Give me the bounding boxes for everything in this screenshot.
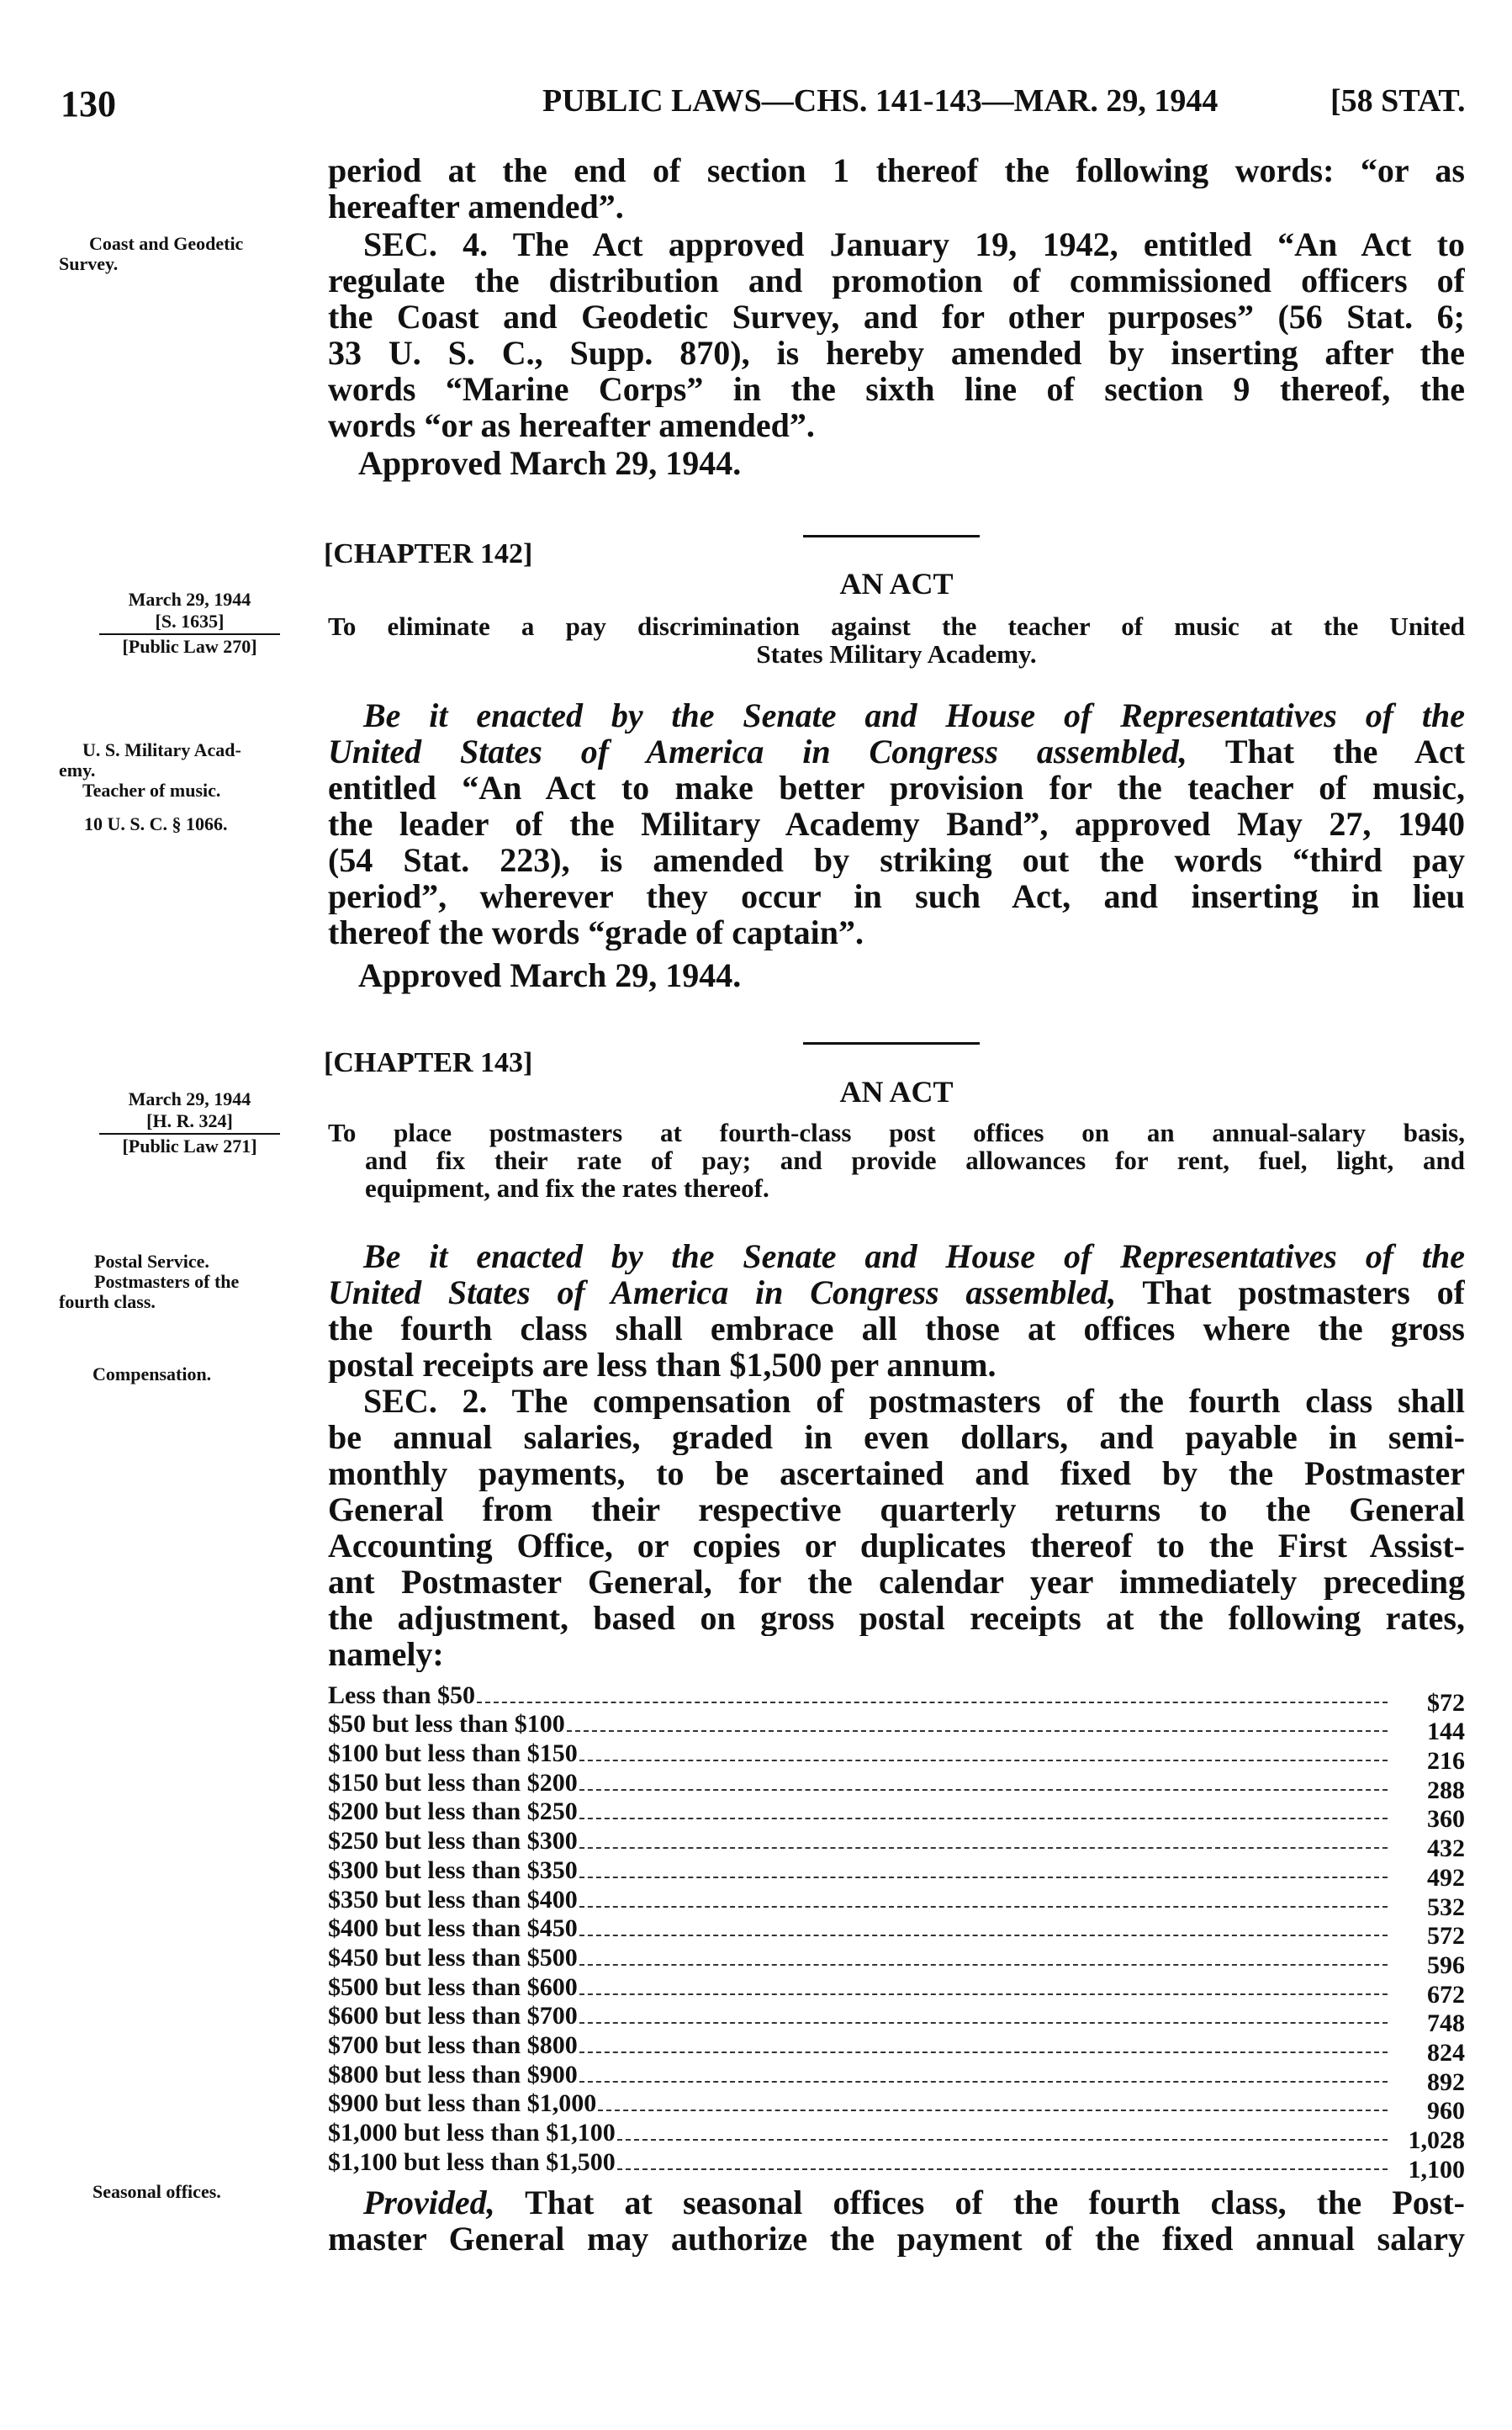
table-row xyxy=(328,1885,1465,1921)
receipts-range: $100 but less than $150 xyxy=(328,1739,578,1768)
paragraph-ch142-body xyxy=(328,697,1465,950)
text: General from their respective quarterly returns to the General xyxy=(328,1491,1465,1527)
receipts-range: $50 but less than $100 xyxy=(328,1710,565,1739)
divider-rule xyxy=(803,535,980,537)
side-date: March 29, 1944 xyxy=(128,1088,251,1109)
chapter-142-heading: [CHAPTER 142] xyxy=(324,538,533,569)
margin-note-line: Postal Service. xyxy=(94,1251,209,1272)
text-line xyxy=(328,697,1465,733)
table-row xyxy=(328,2030,1465,2067)
an-act-text: AN ACT xyxy=(839,1075,954,1109)
text-line xyxy=(328,226,1465,262)
margin-note-line: U. S. Military Acad- xyxy=(82,739,241,760)
dot-leader xyxy=(579,1789,1388,1791)
side-rule xyxy=(99,633,280,635)
italic-text: United States of America in Congress assembled, xyxy=(328,733,1187,770)
text-line xyxy=(328,188,1465,225)
annual-salary: 824 xyxy=(1427,2038,1465,2067)
title-line: and fix their rate of pay; and provide allowances for rent, fuel, light, and xyxy=(365,1146,1465,1175)
act-title-143 xyxy=(328,1119,1465,1202)
text-line xyxy=(328,1310,1465,1347)
text: period”, wherever they occur in such Act, and inserting in lieu xyxy=(328,878,1465,914)
italic-text: Be it enacted by the Senate and House of Representatives of the xyxy=(363,1238,1465,1274)
margin-note-line: fourth class. xyxy=(59,1291,156,1312)
dot-leader xyxy=(617,2168,1388,2170)
table-row xyxy=(328,2118,1465,2154)
approved-line xyxy=(328,443,1465,483)
margin-note-compensation: Compensation. xyxy=(93,1363,212,1384)
table-row xyxy=(328,1681,1465,1717)
text-line xyxy=(328,914,1465,950)
text-line xyxy=(328,770,1465,806)
dot-leader xyxy=(579,2081,1388,2083)
receipts-range: $450 but less than $500 xyxy=(328,1943,578,1972)
text-line xyxy=(328,2184,1465,2221)
paragraph-section-continuation xyxy=(328,152,1465,225)
side-law: [Public Law 270] xyxy=(122,636,257,657)
text: That postmasters of xyxy=(1116,1274,1465,1310)
margin-note-line: Survey. xyxy=(59,253,119,274)
annual-salary: 892 xyxy=(1427,2067,1465,2096)
side-bill: [S. 1635] xyxy=(155,611,225,632)
annual-salary: 492 xyxy=(1427,1863,1465,1892)
side-rule xyxy=(99,1133,280,1135)
dot-leader xyxy=(579,1993,1388,1995)
annual-salary: $72 xyxy=(1427,1688,1465,1717)
table-row xyxy=(328,1826,1465,1863)
table-row xyxy=(328,2147,1465,2184)
paragraph-section-4 xyxy=(328,226,1465,443)
text-line xyxy=(328,262,1465,299)
margin-note-line: emy. xyxy=(59,760,96,781)
text: SEC. 2. The compensation of postmasters of the fourth class shall xyxy=(363,1383,1465,1419)
paragraph-ch143-body xyxy=(328,1238,1465,1672)
text-line xyxy=(328,878,1465,914)
text: entitled “An Act to make better provision for the teacher of music, xyxy=(328,770,1465,806)
chapter-143-heading: [CHAPTER 143] xyxy=(324,1047,533,1078)
margin-note-military-academy xyxy=(59,740,252,801)
table-row xyxy=(328,1972,1465,2009)
text: period at the end of section 1 thereof the following words: “or as xyxy=(328,152,1465,188)
text-line xyxy=(328,152,1465,188)
text-line xyxy=(328,1636,1465,1672)
annual-salary: 216 xyxy=(1427,1747,1465,1776)
table-row xyxy=(328,1914,1465,1951)
text: That the Act xyxy=(1187,733,1465,770)
text: the Coast and Geodetic Survey, and for other purposes” (56 Stat. 6; xyxy=(328,299,1465,335)
text-line xyxy=(328,842,1465,878)
table-row xyxy=(328,2060,1465,2096)
text: words “Marine Corps” in the sixth line of section 9 thereof, the xyxy=(328,371,1465,407)
receipts-range: $700 but less than $800 xyxy=(328,2030,578,2059)
text-line xyxy=(328,1347,1465,1383)
text: namely: xyxy=(328,1636,444,1672)
receipts-range: $500 but less than $600 xyxy=(328,1972,578,2001)
paragraph-proviso xyxy=(328,2184,1465,2257)
text: hereafter amended”. xyxy=(328,188,624,225)
receipts-range: $800 but less than $900 xyxy=(328,2060,578,2089)
receipts-range: $350 but less than $400 xyxy=(328,1885,578,1914)
side-law: [Public Law 271] xyxy=(122,1136,257,1157)
table-row xyxy=(328,1856,1465,1892)
annual-salary: 532 xyxy=(1427,1893,1465,1921)
table-row xyxy=(328,1768,1465,1804)
dot-leader xyxy=(579,1760,1388,1761)
an-act-text: AN ACT xyxy=(839,567,954,601)
receipts-range: $900 but less than $1,000 xyxy=(328,2089,597,2118)
text-line xyxy=(328,371,1465,407)
dot-leader xyxy=(579,1964,1388,1966)
annual-salary: 748 xyxy=(1427,2009,1465,2038)
table-row xyxy=(328,1797,1465,1834)
receipts-range: $300 but less than $350 xyxy=(328,1856,578,1884)
table-row xyxy=(328,1943,1465,1979)
text-line xyxy=(328,1491,1465,1527)
title-line: To eliminate a pay discrimination against the teacher of music at the United xyxy=(328,611,1465,641)
dot-leader xyxy=(579,1935,1388,1936)
approved-text: Approved March 29, 1944. xyxy=(358,956,742,994)
page-number: 130 xyxy=(61,83,116,124)
receipts-range: $1,100 but less than $1,500 xyxy=(328,2147,616,2176)
text: the leader of the Military Academy Band”, approved May 27, 1940 xyxy=(328,806,1465,842)
title-line: equipment, and fix the rates thereof. xyxy=(365,1173,769,1203)
annual-salary: 288 xyxy=(1427,1776,1465,1804)
text: be annual salaries, graded in even dollars, and payable in semi- xyxy=(328,1419,1465,1455)
text-line xyxy=(328,1527,1465,1564)
table-row xyxy=(328,1710,1465,1746)
receipts-range: $400 but less than $450 xyxy=(328,1914,578,1943)
text: ant Postmaster General, for the calendar year immediately preceding xyxy=(328,1564,1465,1600)
dot-leader xyxy=(579,1847,1388,1849)
text: regulate the distribution and promotion of commissioned officers of xyxy=(328,262,1465,299)
receipts-range: $200 but less than $250 xyxy=(328,1797,578,1826)
text: monthly payments, to be ascertained and fixed by the Postmaster xyxy=(328,1455,1465,1491)
text: SEC. 4. The Act approved January 19, 1942, entitled “An Act to xyxy=(363,226,1465,262)
annual-salary: 432 xyxy=(1427,1834,1465,1863)
text: the adjustment, based on gross postal receipts at the following rates, xyxy=(328,1600,1465,1636)
text: thereof the words “grade of captain”. xyxy=(328,914,864,950)
annual-salary: 360 xyxy=(1427,1805,1465,1834)
annual-salary: 1,100 xyxy=(1408,2155,1465,2184)
text: 33 U. S. C., Supp. 870), is hereby amended by inserting after the xyxy=(328,335,1465,371)
text-line xyxy=(328,1600,1465,1636)
margin-note-seasonal: Seasonal offices. xyxy=(93,2181,221,2202)
italic-text: Provided, xyxy=(363,2184,495,2221)
dot-leader xyxy=(579,1877,1388,1878)
text-line xyxy=(328,299,1465,335)
margin-note-usc: 10 U. S. C. § 1066. xyxy=(84,813,228,834)
text-line xyxy=(328,733,1465,770)
text-line xyxy=(328,407,1465,443)
annual-salary: 1,028 xyxy=(1408,2126,1465,2154)
receipts-range: Less than $50 xyxy=(328,1681,476,1709)
divider-rule xyxy=(803,1042,980,1045)
dot-leader xyxy=(477,1702,1388,1703)
text-line xyxy=(328,2221,1465,2257)
approved-line xyxy=(328,956,1465,995)
annual-salary: 572 xyxy=(1427,1922,1465,1951)
text: postal receipts are less than $1,500 per annum. xyxy=(328,1347,997,1383)
receipts-range: $1,000 but less than $1,100 xyxy=(328,2119,616,2147)
text: That at seasonal offices of the fourth class, the Post- xyxy=(494,2184,1465,2221)
receipts-range: $250 but less than $300 xyxy=(328,1827,578,1856)
text: Accounting Office, or copies or duplicates thereof to the First Assist- xyxy=(328,1527,1465,1564)
text-line xyxy=(328,1383,1465,1419)
receipts-range: $600 but less than $700 xyxy=(328,2002,578,2030)
annual-salary: 672 xyxy=(1427,1980,1465,2009)
margin-note-coast-geodetic xyxy=(59,234,244,274)
italic-text: United States of America in Congress assembled, xyxy=(328,1274,1117,1310)
volume-reference: [58 STAT. xyxy=(1330,83,1466,119)
side-date: March 29, 1944 xyxy=(128,589,251,610)
text-line xyxy=(328,806,1465,842)
text-line xyxy=(328,335,1465,371)
text-line xyxy=(328,1419,1465,1455)
act-title-142 xyxy=(328,612,1465,668)
text: master General may authorize the payment of the fixed annual salary xyxy=(328,2221,1465,2257)
text-line xyxy=(328,1238,1465,1274)
text: (54 Stat. 223), is amended by striking out the words “third pay xyxy=(328,842,1465,878)
table-row xyxy=(328,2089,1465,2126)
dot-leader xyxy=(567,1730,1388,1732)
margin-note-line: Coast and Geodetic xyxy=(89,233,244,254)
salary-rate-table xyxy=(328,1681,1465,2184)
margin-note-line: Postmasters of the xyxy=(94,1271,240,1292)
margin-note-teacher: Teacher of music. xyxy=(82,780,221,801)
text-line xyxy=(328,1274,1465,1310)
dot-leader xyxy=(579,1818,1388,1819)
dot-leader xyxy=(579,2022,1388,2024)
table-row xyxy=(328,1739,1465,1776)
title-line: To place postmasters at fourth-class post offices on an annual-salary basis, xyxy=(328,1118,1465,1147)
receipts-range: $150 but less than $200 xyxy=(328,1768,578,1797)
annual-salary: 596 xyxy=(1427,1951,1465,1979)
text-line xyxy=(328,1564,1465,1600)
dot-leader xyxy=(579,2051,1388,2053)
title-line: States Military Academy. xyxy=(756,639,1037,669)
text: words “or as hereafter amended”. xyxy=(328,407,815,443)
sidenote-ch143 xyxy=(99,1088,280,1157)
margin-note-postal xyxy=(59,1252,278,1312)
italic-text: Be it enacted by the Senate and House of Representatives of the xyxy=(363,697,1465,733)
sidenote-ch142 xyxy=(99,589,280,658)
text: the fourth class shall embrace all those at offices where the gross xyxy=(328,1310,1465,1347)
dot-leader xyxy=(579,1906,1388,1908)
approved-text: Approved March 29, 1944. xyxy=(358,444,742,482)
dot-leader xyxy=(617,2139,1388,2141)
annual-salary: 144 xyxy=(1427,1718,1465,1746)
annual-salary: 960 xyxy=(1427,2097,1465,2126)
running-head: PUBLIC LAWS—CHS. 141-143—MAR. 29, 1944 xyxy=(542,83,1219,119)
dot-leader xyxy=(598,2110,1388,2111)
table-row xyxy=(328,2002,1465,2038)
side-bill: [H. R. 324] xyxy=(146,1110,233,1131)
text-line xyxy=(328,1455,1465,1491)
